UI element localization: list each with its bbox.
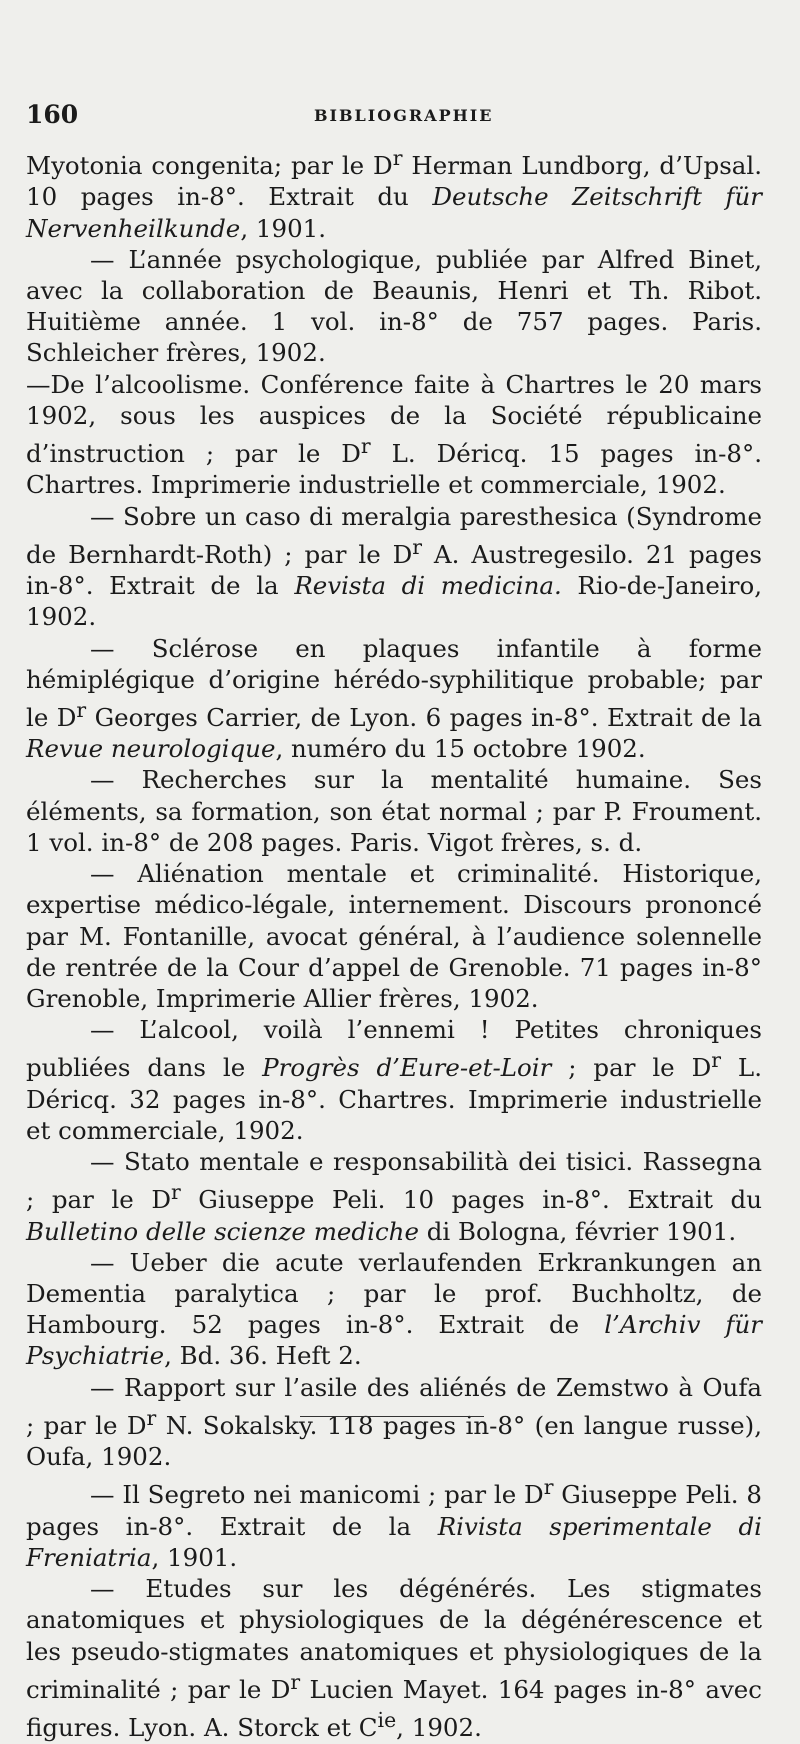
bibliography-list <box>26 143 762 1744</box>
bibliography-entry: Myotonia congenita; par le $D^r$ Herman Lundborg, d’Upsal. 10 pages in-8°. Extrait du Deutsche Zeitschrift für Nervenheilkunde, 1901. <box>26 146 762 243</box>
end-rule <box>300 1416 484 1417</box>
bibliography-entry: — Stato mentale e responsabilità dei tisici. Rassegna ; par le $D^r$ Giuseppe Peli. 10 pages in-8°. Extrait du Bulletino delle scienze mediche di Bologna, février 1901. <box>26 1147 762 1246</box>
bibliography-entry: — Sobre un caso di meralgia paresthesica (Syndrome de Bernhardt-Roth) ; par le $D^r$ A. Austregesilo. 21 pages in-8°. Extrait de la Revista di medicina. Rio-de-Janeiro, 1902. <box>26 501 762 632</box>
page-number: 160 <box>26 100 79 129</box>
bibliography-entry: — Il Segreto nei manicomi ; par le $D^r$ Giuseppe Peli. 8 pages in-8°. Extrait de la Rivista sperimentale di Freniatria, 1901. <box>26 1475 762 1572</box>
page-header <box>0 100 800 134</box>
bibliography-entry: — Aliénation mentale et criminalité. Historique, expertise médico-légale, internement. Discours prononcé par M. Fontanille, avocat général, à l’audience solennelle de rentrée de la Cour d’appel de Grenoble. 71 pages in-8° Grenoble, Imprimerie Allier frères, 1902. <box>26 859 762 1013</box>
bibliography-entry: — Sclérose en plaques infantile à forme hémiplégique d’origine hérédo-syphilitique probable; par le $D^r$ Georges Carrier, de Lyon. 6 pages in-8°. Extrait de la Revue neurologique, numéro du 15 octobre 1902. <box>26 633 762 764</box>
bibliography-entry: —De l’alcoolisme. Conférence faite à Chartres le 20 mars 1902, sous les auspices de la Société républicaine d’instruction ; par le $D^r$ L. Déricq. 15 pages in-8°. Chartres. Imprimerie industrielle et commerciale, 1902. <box>26 369 762 500</box>
bibliography-entry: — Etudes sur les dégénérés. Les stigmates anatomiques et physiologiques de la dégénérescence et les pseudo-stigmates anatomiques et physiologiques de la criminalité ; par le $D^r$ Lucien Mayet. 164 pages in-8° avec figures. Lyon. A. Storck et $C^{ie}$, 1902. <box>26 1574 762 1743</box>
bibliography-entry: — L’alcool, voilà l’ennemi ! Petites chroniques publiées dans le Progrès d’Eure-et-Loir ; par le $D^r$ L. Déricq. 32 pages in-8°. Chartres. Imprimerie industrielle et commerciale, 1902. <box>26 1015 762 1145</box>
bibliography-entry: — L’année psychologique, publiée par Alfred Binet, avec la collaboration de Beaunis, Henri et Th. Ribot. Huitième année. 1 vol. in-8° de 757 pages. Paris. Schleicher frères, 1902. <box>26 244 762 368</box>
bibliography-entry: — Ueber die acute verlaufenden Erkrankungen an Dementia paralytica ; par le prof. Buchholtz, de Hambourg. 52 pages in-8°. Extrait de l’Archiv für Psychiatrie, Bd. 36. Heft 2. <box>26 1247 762 1371</box>
bibliography-entry: — Rapport sur l’asile des aliénés de Zemstwo à Oufa ; par le $D^r$ N. Sokalsky. 118 pages in-8° (en langue russe), Oufa, 1902. <box>26 1372 762 1472</box>
running-title: BIBLIOGRAPHIE <box>314 106 494 125</box>
bibliography-entry: — Recherches sur la mentalité humaine. Ses éléments, sa formation, son état normal ; par P. Froument. 1 vol. in-8° de 208 pages. Paris. Vigot frères, s. d. <box>26 765 762 857</box>
